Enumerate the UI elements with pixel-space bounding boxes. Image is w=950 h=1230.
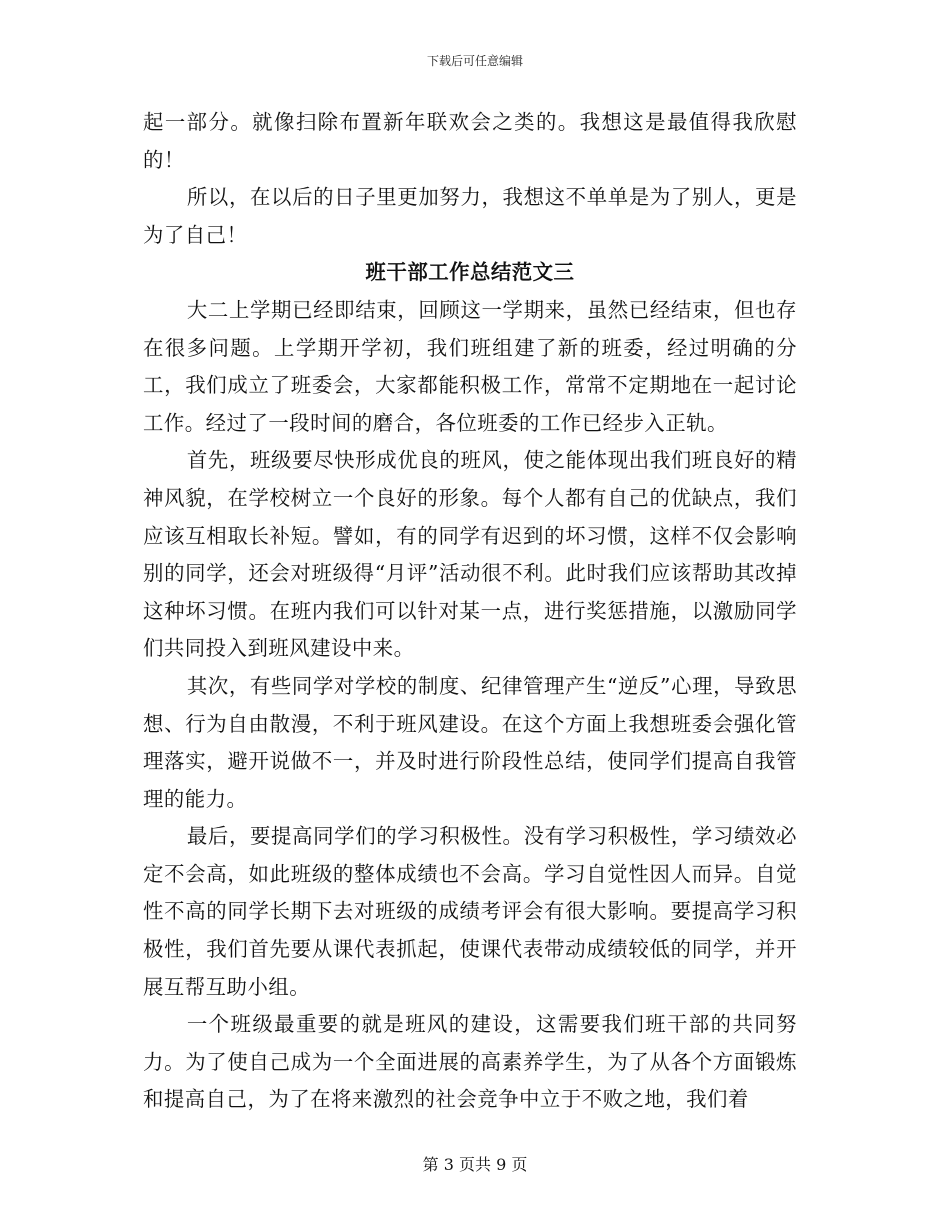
page-header-note: 下载后可任意编辑 xyxy=(426,54,523,68)
paragraph: 首先，班级要尽快形成优良的班风，使之能体现出我们班良好的精神风貌，在学校树立一个良好的形象。每个人都有自己的优缺点，我们应该互相取长补短。譬如，有的同学有迟到的坏习惯，这样不仅会影响别的同学，还会对班级得“月评”活动很不利。此时我们应该帮助其改掉这种坏习惯。在班内我们可以针对某一点，进行奖惩措施，以激励同学们共同投入到班风建设中来。 xyxy=(143,448,797,661)
page-number-footer: 第 3 页共 9 页 xyxy=(422,1155,528,1174)
paragraph: 大二上学期已经即结束，回顾这一学期来，虽然已经结束，但也存在很多问题。上学期开学初，我们班组建了新的班委，经过明确的分工，我们成立了班委会，大家都能积极工作，常常不定期地在一起讨论工作。经过了一段时间的磨合，各位班委的工作已经步入正轨。 xyxy=(143,297,797,435)
paragraph: 一个班级最重要的就是班风的建设，这需要我们班干部的共同努力。为了使自己成为一个全面进展的高素养学生，为了从各个方面锻炼和提高自己，为了在将来激烈的社会竞争中立于不败之地，我们着 xyxy=(143,1012,797,1112)
document-body xyxy=(143,104,797,1119)
paragraph: 所以，在以后的日子里更加努力，我想这不单单是为了别人，更是为了自己！ xyxy=(143,185,797,247)
paragraph: 最后，要提高同学们的学习积极性。没有学习积极性，学习绩效必定不会高，如此班级的整体成绩也不会高。学习自觉性因人而异。自觉性不高的同学长期下去对班级的成绩考评会有很大影响。要提高学习积极性，我们首先要从课代表抓起，使课代表带动成绩较低的同学，并开展互帮互助小组。 xyxy=(143,824,797,999)
section-title: 班干部工作总结范文三 xyxy=(365,260,575,285)
paragraph: 其次，有些同学对学校的制度、纪律管理产生“逆反”心理，导致思想、行为自由散漫，不利于班风建设。在这个方面上我想班委会强化管理落实，避开说做不一，并及时进行阶段性总结，使同学们提高自我管理的能力。 xyxy=(143,673,797,811)
paragraph: 起一部分。就像扫除布置新年联欢会之类的。我想这是最值得我欣慰的！ xyxy=(143,110,797,172)
